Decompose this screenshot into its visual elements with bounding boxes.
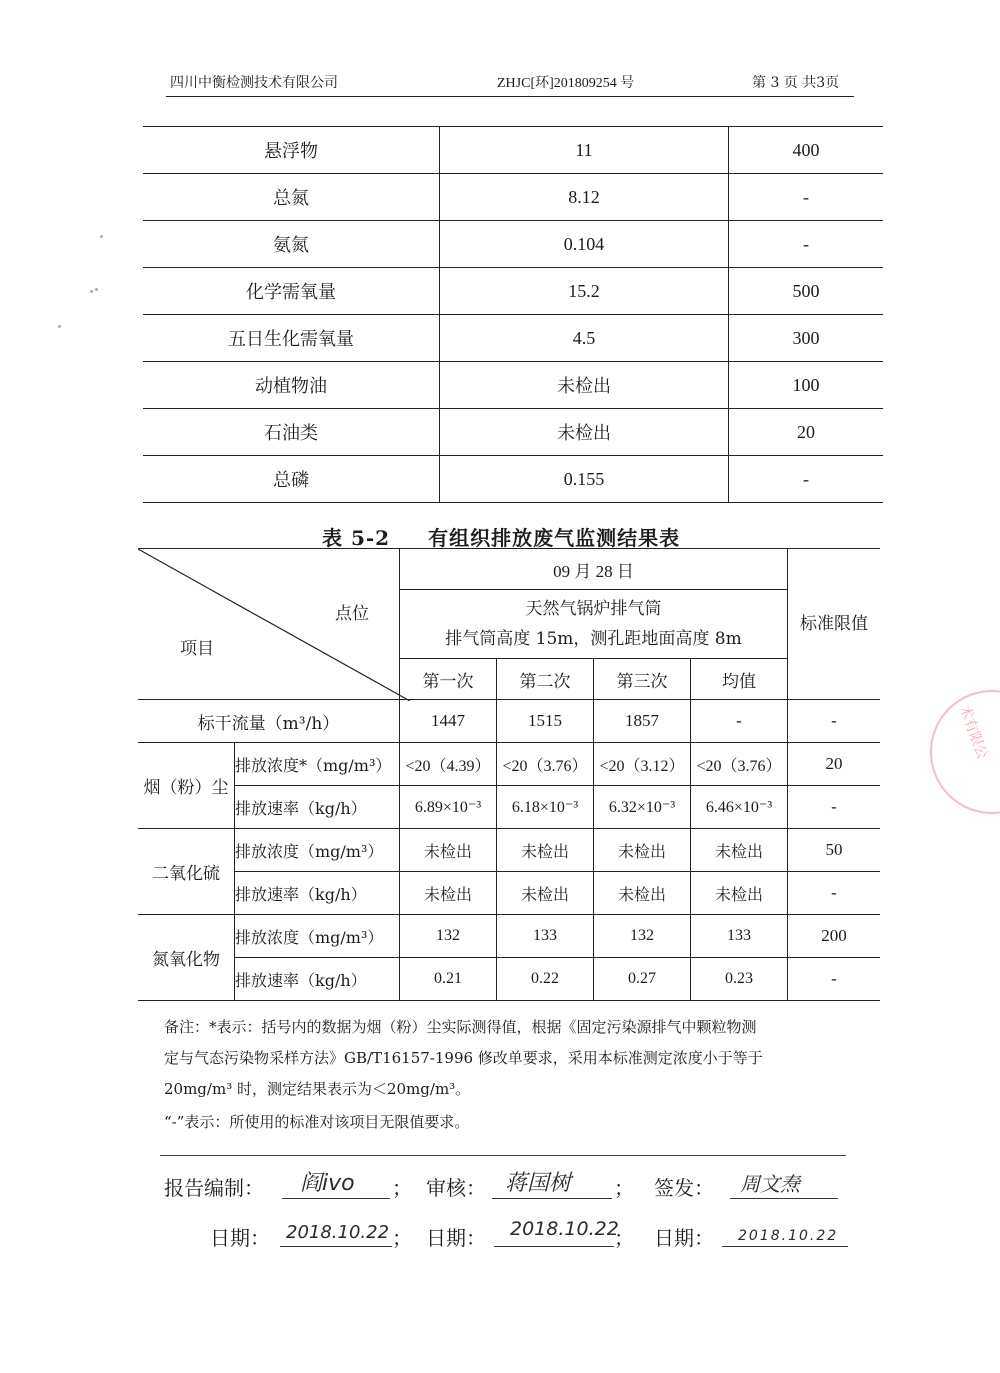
date-underline-1 bbox=[280, 1246, 392, 1247]
review-label: 审核： bbox=[426, 1176, 486, 1200]
metric-value: 6.89×10⁻³ bbox=[400, 786, 497, 829]
table1-item: 悬浮物 bbox=[143, 127, 440, 174]
separator: ； bbox=[614, 1176, 634, 1200]
metric-limit: 20 bbox=[788, 743, 881, 786]
flow-limit: - bbox=[788, 700, 881, 743]
metric-label: 排放速率（kg/h） bbox=[235, 872, 400, 915]
pollutant-name: 二氧化硫 bbox=[138, 829, 235, 915]
table1-item: 动植物油 bbox=[143, 362, 440, 409]
exhaust-gas-results-table bbox=[138, 548, 880, 1001]
table1-limit: 300 bbox=[729, 315, 884, 362]
metric-value: 6.46×10⁻³ bbox=[691, 786, 788, 829]
date-underline-3 bbox=[722, 1246, 848, 1247]
item-label: 项目 bbox=[180, 639, 214, 659]
table1-value: 0.155 bbox=[440, 456, 729, 503]
table-caption bbox=[322, 522, 680, 551]
table1-item: 总氮 bbox=[143, 174, 440, 221]
table1-row bbox=[143, 127, 883, 174]
table1-value: 未检出 bbox=[440, 409, 729, 456]
run-header-1: 第一次 bbox=[400, 659, 497, 700]
separator: ； bbox=[392, 1176, 412, 1200]
table1-value: 0.104 bbox=[440, 221, 729, 268]
table1-limit: 100 bbox=[729, 362, 884, 409]
metric-value: 0.22 bbox=[497, 958, 594, 1001]
metric-value: 未检出 bbox=[691, 872, 788, 915]
issue-signature: 周文焘 bbox=[740, 1172, 800, 1196]
separator: ； bbox=[392, 1226, 412, 1250]
metric-value: <20（3.12） bbox=[594, 743, 691, 786]
table1-limit: 500 bbox=[729, 268, 884, 315]
flow-value-2: 1515 bbox=[497, 700, 594, 743]
metric-value: 未检出 bbox=[400, 872, 497, 915]
run-header-avg: 均值 bbox=[691, 659, 788, 700]
metric-label: 排放浓度*（mg/m³） bbox=[235, 743, 400, 786]
pollutant-row bbox=[138, 958, 880, 1001]
metric-label: 排放浓度（mg/m³） bbox=[235, 829, 400, 872]
metric-value: 未检出 bbox=[497, 872, 594, 915]
issue-label: 签发： bbox=[654, 1176, 714, 1200]
table1-item: 化学需氧量 bbox=[143, 268, 440, 315]
metric-value: <20（3.76） bbox=[497, 743, 594, 786]
point-label: 点位 bbox=[335, 604, 369, 624]
date-label-3: 日期： bbox=[654, 1226, 714, 1250]
notes bbox=[164, 1012, 854, 1138]
separator: ； bbox=[614, 1226, 634, 1250]
date-label-1: 日期： bbox=[210, 1226, 270, 1250]
table1-limit: 400 bbox=[729, 127, 884, 174]
pollutant-name: 氮氧化物 bbox=[138, 915, 235, 1001]
pollutant-row bbox=[138, 743, 880, 786]
report-number: ZHJC[环]201809254 号 bbox=[497, 76, 635, 91]
date-header: 09 月 28 日 bbox=[400, 549, 788, 590]
note-line: 定与气态污染物采样方法》GB/T16157-1996 修改单要求，采用本标准测定浓度小于等于 bbox=[164, 1049, 763, 1067]
location-line2: 排气筒高度 15m，测孔距地面高度 8m bbox=[445, 629, 742, 649]
date-3: 2018.10.22 bbox=[738, 1228, 839, 1244]
prepared-signature: 阎ivo bbox=[300, 1171, 355, 1196]
location-line1: 天然气锅炉排气筒 bbox=[525, 599, 662, 619]
metric-value: 未检出 bbox=[400, 829, 497, 872]
table1-row bbox=[143, 268, 883, 315]
table1-value: 未检出 bbox=[440, 362, 729, 409]
issue-underline bbox=[730, 1198, 838, 1199]
metric-limit: 50 bbox=[788, 829, 881, 872]
metric-value: 6.18×10⁻³ bbox=[497, 786, 594, 829]
flow-row bbox=[138, 700, 880, 743]
metric-value: <20（4.39） bbox=[400, 743, 497, 786]
metric-value: 133 bbox=[691, 915, 788, 958]
table1-limit: - bbox=[729, 174, 884, 221]
table1-value: 8.12 bbox=[440, 174, 729, 221]
pollutant-name: 烟（粉）尘 bbox=[138, 743, 235, 829]
caption-number: 表 5-2 bbox=[322, 526, 391, 550]
review-underline bbox=[492, 1198, 612, 1199]
wastewater-results-table bbox=[143, 126, 883, 503]
diagonal-header-cell bbox=[138, 549, 400, 700]
table1-item: 五日生化需氧量 bbox=[143, 315, 440, 362]
table1-row bbox=[143, 221, 883, 268]
speck bbox=[58, 325, 61, 328]
metric-value: 未检出 bbox=[594, 829, 691, 872]
table1-value: 15.2 bbox=[440, 268, 729, 315]
metric-limit: - bbox=[788, 958, 881, 1001]
metric-label: 排放浓度（mg/m³） bbox=[235, 915, 400, 958]
metric-label: 排放速率（kg/h） bbox=[235, 958, 400, 1001]
flow-value-1: 1447 bbox=[400, 700, 497, 743]
page-indicator: 第 3 页 共3页 bbox=[752, 75, 840, 91]
company-seal bbox=[930, 690, 1000, 814]
metric-limit: 200 bbox=[788, 915, 881, 958]
pollutant-row bbox=[138, 829, 880, 872]
table1-value: 4.5 bbox=[440, 315, 729, 362]
date-1: 2018.10.22 bbox=[286, 1222, 390, 1243]
table1-row bbox=[143, 409, 883, 456]
table1-limit: 20 bbox=[729, 409, 884, 456]
date-label-2: 日期： bbox=[426, 1226, 486, 1250]
metric-value: 6.32×10⁻³ bbox=[594, 786, 691, 829]
prepared-underline bbox=[282, 1198, 390, 1199]
speck bbox=[90, 290, 93, 293]
seal-text: 术有限公 bbox=[955, 703, 991, 762]
caption-title: 有组织排放废气监测结果表 bbox=[428, 526, 681, 550]
signature-divider bbox=[160, 1155, 846, 1156]
table1-limit: - bbox=[729, 221, 884, 268]
table1-item: 总磷 bbox=[143, 456, 440, 503]
table1-row bbox=[143, 362, 883, 409]
metric-label: 排放速率（kg/h） bbox=[235, 786, 400, 829]
metric-value: 0.27 bbox=[594, 958, 691, 1001]
metric-value: 0.21 bbox=[400, 958, 497, 1001]
flow-value-avg: - bbox=[691, 700, 788, 743]
metric-value: 0.23 bbox=[691, 958, 788, 1001]
review-signature: 蒋国树 bbox=[505, 1171, 572, 1196]
table1-item: 氨氮 bbox=[143, 221, 440, 268]
table1-item: 石油类 bbox=[143, 409, 440, 456]
pollutant-row bbox=[138, 872, 880, 915]
metric-value: 未检出 bbox=[691, 829, 788, 872]
table1-row bbox=[143, 456, 883, 503]
company-name: 四川中衡检测技术有限公司 bbox=[170, 75, 338, 91]
date-2: 2018.10.22 bbox=[510, 1218, 619, 1240]
location-header bbox=[400, 590, 788, 659]
metric-value: 132 bbox=[400, 915, 497, 958]
table1-value: 11 bbox=[440, 127, 729, 174]
metric-value: 132 bbox=[594, 915, 691, 958]
pollutant-row bbox=[138, 786, 880, 829]
prepared-label: 报告编制： bbox=[164, 1176, 264, 1200]
metric-value: <20（3.76） bbox=[691, 743, 788, 786]
flow-value-3: 1857 bbox=[594, 700, 691, 743]
metric-limit: - bbox=[788, 872, 881, 915]
pollutant-row bbox=[138, 915, 880, 958]
header-divider bbox=[166, 96, 854, 97]
scan-specks bbox=[60, 230, 110, 430]
note-line: 备注：*表示：括号内的数据为烟（粉）尘实际测得值，根据《固定污染源排气中颗粒物测 bbox=[164, 1018, 757, 1036]
table1-limit: - bbox=[729, 456, 884, 503]
run-header-2: 第二次 bbox=[497, 659, 594, 700]
metric-value: 未检出 bbox=[594, 872, 691, 915]
run-header-3: 第三次 bbox=[594, 659, 691, 700]
date-underline-2 bbox=[494, 1246, 614, 1247]
metric-limit: - bbox=[788, 786, 881, 829]
table1-row bbox=[143, 315, 883, 362]
table1-row bbox=[143, 174, 883, 221]
note-line: “-”表示：所使用的标准对该项目无限值要求。 bbox=[164, 1113, 470, 1131]
metric-value: 未检出 bbox=[497, 829, 594, 872]
limit-header: 标准限值 bbox=[788, 549, 881, 700]
flow-label: 标干流量（m³/h） bbox=[138, 700, 400, 743]
diagonal-line bbox=[138, 549, 410, 701]
metric-value: 133 bbox=[497, 915, 594, 958]
note-line: 20mg/m³ 时，测定结果表示为＜20mg/m³。 bbox=[164, 1080, 471, 1098]
speck bbox=[95, 288, 98, 291]
speck bbox=[100, 235, 103, 238]
